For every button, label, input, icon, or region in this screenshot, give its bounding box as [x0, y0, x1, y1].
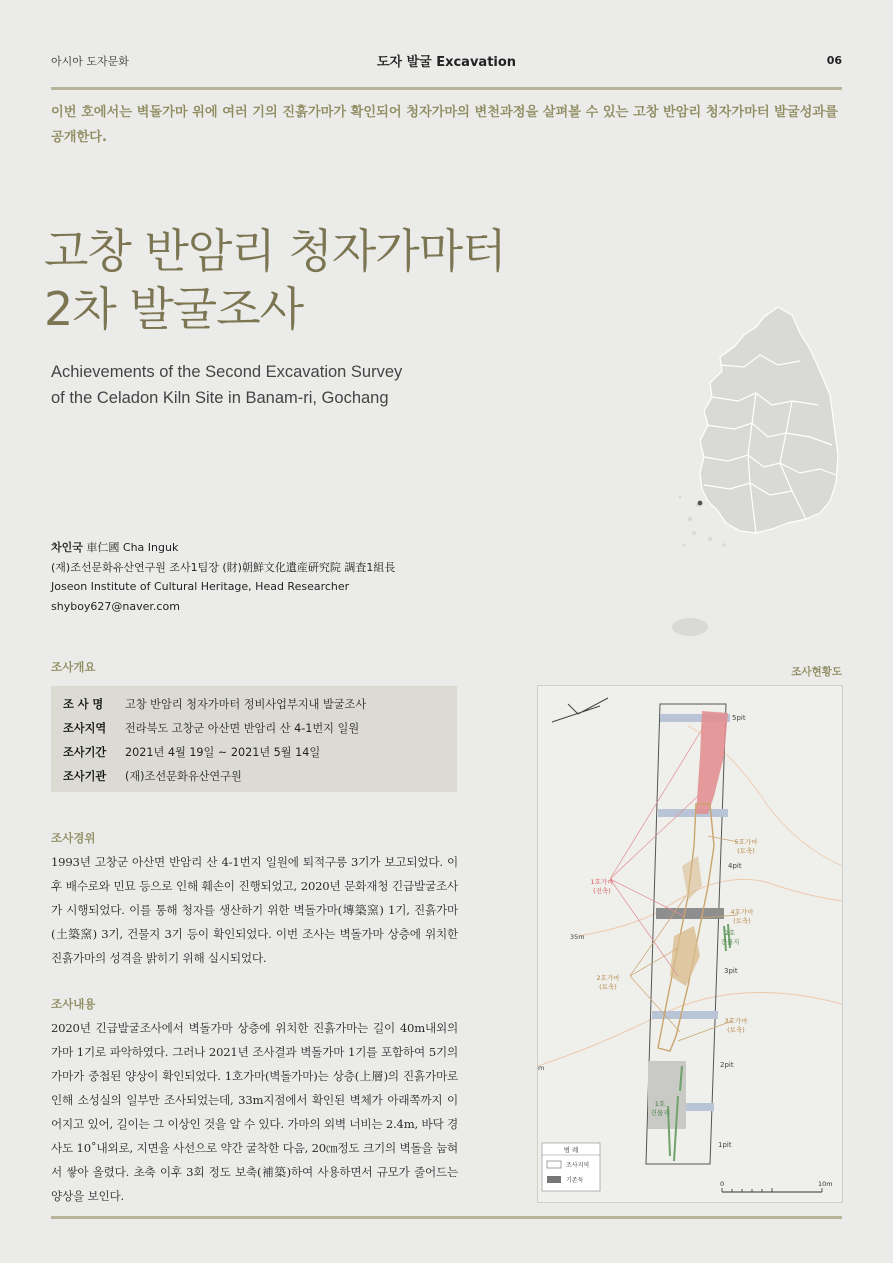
overview-row — [63, 696, 366, 712]
english-subtitle — [51, 359, 402, 411]
building-1-label: 1호 — [654, 1100, 666, 1108]
kiln-1-label: 1호가마 — [590, 878, 614, 886]
overview-value: (재)조선문화유산연구원 — [125, 770, 242, 783]
contents-label: 조사내용 — [51, 997, 96, 1011]
overview-key: 조 사 명 — [63, 698, 104, 711]
author-name-rest: 車仁國 Cha Inguk — [82, 541, 179, 554]
overview-value: 고창 반암리 청자가마터 정비사업부지내 발굴조사 — [125, 698, 367, 711]
building-2-type: 건물지 — [720, 938, 740, 946]
author-affiliation-en: Joseon Institute of Cultural Heritage, Head Researcher — [51, 580, 350, 593]
history-label: 조사경위 — [51, 831, 96, 845]
kiln-4-label: 4호가마 — [730, 908, 754, 916]
map-legend — [542, 1143, 600, 1191]
pit-1-label: 1pit — [718, 1141, 732, 1149]
footer-rule — [51, 1216, 842, 1219]
author-affiliation-ko: (재)조선문화유산연구원 조사1팀장 (財)朝鮮文化遺産硏究院 調査1組長 — [51, 560, 396, 574]
overview-key: 조사지역 — [63, 722, 107, 735]
page-title — [44, 222, 506, 338]
author-name-ko: 차인국 — [51, 541, 83, 554]
pit-4-label: 4pit — [728, 862, 742, 870]
scale-end: 10m — [818, 1180, 833, 1188]
kiln-1-type: (전축) — [593, 887, 611, 895]
legend-item-2: 기존둑 — [566, 1177, 584, 1184]
header-rule — [51, 87, 842, 90]
kiln-2-label: 2호가마 — [596, 974, 620, 982]
legend-title: 범 례 — [563, 1146, 579, 1154]
section-title: 도자 발굴 Excavation — [376, 55, 517, 70]
overview-table — [51, 686, 457, 792]
magazine-name: 아시아 도자문화 — [51, 55, 129, 68]
title-line-2: 2차 발굴조사 — [44, 282, 304, 336]
overview-row — [63, 768, 242, 784]
page-number: 06 — [826, 54, 842, 67]
title-line-1: 고창 반암리 청자가마터 — [44, 224, 506, 278]
kiln-2-type: (토축) — [599, 983, 617, 991]
overview-row — [63, 720, 359, 736]
contour-m-label: m — [538, 1064, 545, 1072]
author-email: shyboy627@naver.com — [51, 599, 180, 613]
kiln-5-type: (토축) — [737, 847, 755, 855]
pit-3-label: 3pit — [724, 967, 738, 975]
site-plan-drawing — [538, 686, 842, 1202]
site-plan-figure — [537, 685, 843, 1203]
subtitle-line-1: Achievements of the Second Excavation Survey — [51, 363, 403, 381]
site-location-marker — [698, 501, 703, 506]
korea-map-icon — [660, 305, 845, 645]
scale-bar — [720, 1180, 833, 1192]
contour-35m-label: 35m — [570, 933, 585, 941]
legend-item-1: 조사지역 — [566, 1162, 590, 1169]
overview-value: 전라북도 고창군 아산면 반암리 산 4-1번지 일원 — [125, 722, 360, 735]
history-paragraph: 1993년 고창군 아산면 반암리 산 4-1번지 일원에 퇴적구릉 3기가 보고되었다. 이후 배수로와 민묘 등으로 인해 훼손이 진행되었고, 2020년 문화재청 긴급발굴조사가 시행되었다. 이를 통해 청자를 생산하기 위한 벽돌가마(塼築窯) 1기, 진흙가마(土築窯) 3기, 건물지 3기 등이 확인되었다. 이번 조사는 벽돌가마 상층에 위치한 진흙가마의 성격을 밝히기 위해 실시되었다. — [51, 855, 458, 965]
author-block — [51, 538, 395, 616]
scale-start: 0 — [720, 1180, 725, 1188]
subtitle-line-2: of the Celadon Kiln Site in Banam-ri, Gochang — [51, 389, 389, 407]
contents-paragraph: 2020년 긴급발굴조사에서 벽돌가마 상층에 위치한 진흙가마는 길이 40m내외의 가마 1기로 파악하였다. 그러나 2021년 조사결과 벽돌가마 1기를 포함하여 5기의 가마가 중첩된 양상이 확인되었다. 1호가마(벽돌가마)는 상층(上層)의 진흙가마로 인해 소성실의 일부만 조사되었는데, 33m지점에서 확인된 벽체가 아래쪽까지 이어지고 있어, 길이는 그 이상인 것을 알 수 있다. 가마의 외벽 너비는 2.4m, 바닥 경사도 10˚내외로, 지면을 사선으로 약간 굴착한 다음, 20㎝정도 크기의 벽돌을 눕혀서 쌓아 올렸다. 초축 이후 3회 정도 보축(補築)하여 사용하면서 규모가 줄어드는 양상을 보인다. — [51, 1021, 458, 1203]
building-2-label: 2호 — [724, 929, 736, 937]
kiln-3-type: (토축) — [727, 1026, 745, 1034]
overview-label: 조사개요 — [51, 660, 96, 674]
kiln-3-label: 3호가마 — [724, 1017, 748, 1025]
overview-key: 조사기간 — [63, 746, 107, 759]
overview-value: 2021년 4월 19일 ~ 2021년 5월 14일 — [125, 746, 321, 759]
building-1-type: 건물지 — [650, 1109, 670, 1117]
overview-row — [63, 744, 320, 760]
author-name — [51, 538, 395, 558]
kiln-4-type: (토축) — [733, 917, 751, 925]
pit-5-label: 5pit — [732, 714, 746, 722]
kiln-5-label: 5호가마 — [734, 838, 758, 846]
overview-key: 조사기관 — [63, 770, 107, 783]
pit-2-label: 2pit — [720, 1061, 734, 1069]
intro-paragraph: 이번 호에서는 벽돌가마 위에 여러 기의 진흙가마가 확인되어 청자가마의 변천과정을 살펴볼 수 있는 고창 반암리 청자가마터 발굴성과를 공개한다. — [51, 105, 838, 145]
site-plan-label: 조사현황도 — [791, 666, 842, 678]
